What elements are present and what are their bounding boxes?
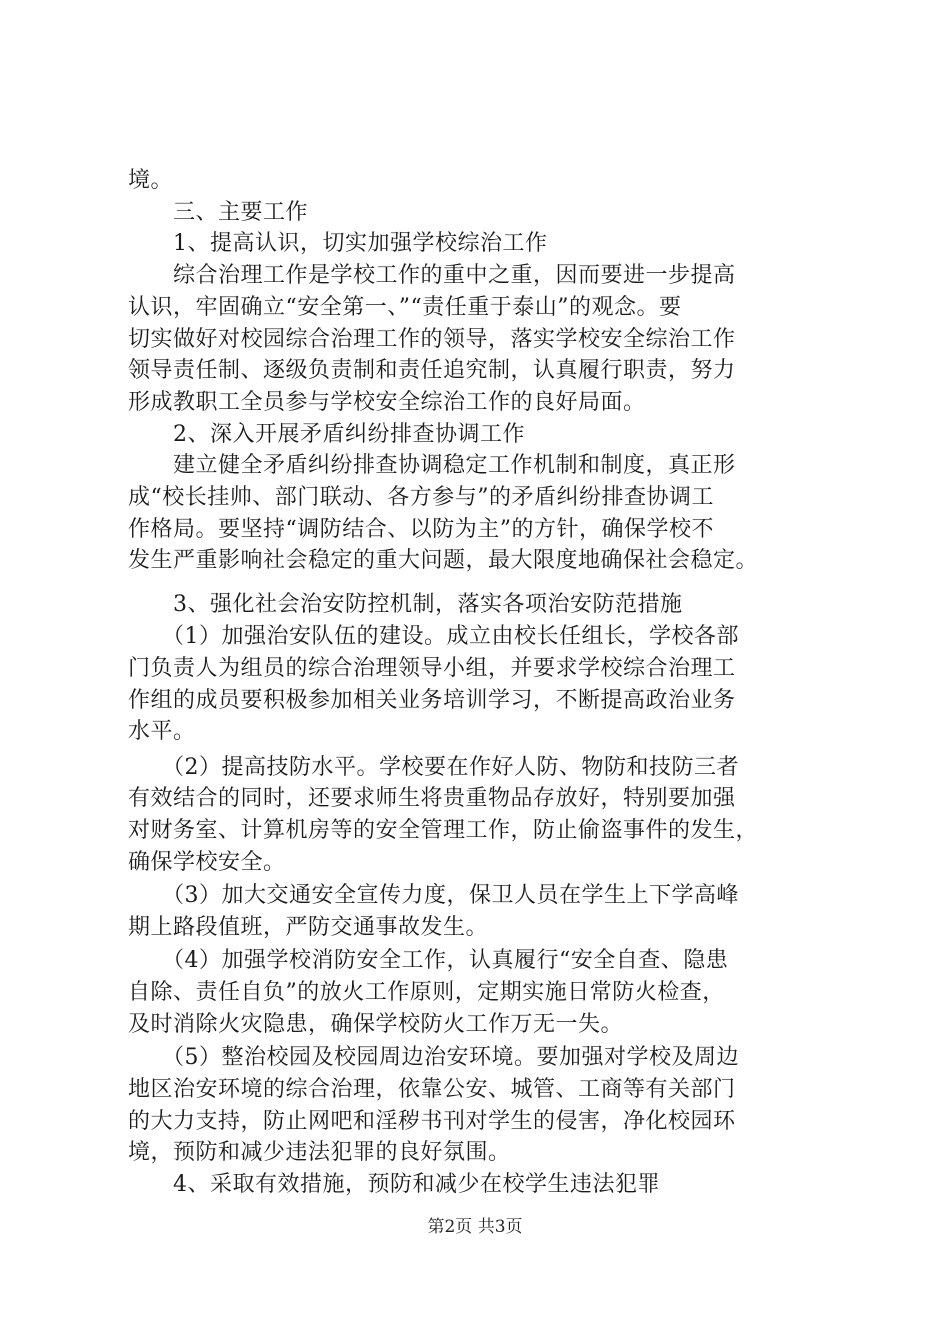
text-line: （2）提高技防水平。学校要在作好人防、物防和技防三者 [128,755,739,780]
text-line: 的大力支持，防止网吧和淫秽书刊对学生的侵害，净化校园环 [128,1109,736,1134]
text-line: 领导责任制、逐级负责制和责任追究制，认真履行职责，努力 [128,358,736,383]
text-line: 门负责人为组员的综合治理领导小组，并要求学校综合治理工 [128,656,736,681]
text-line: 境，预防和减少违法犯罪的良好氛围。 [128,1140,511,1165]
subsection-heading: 1、提高认识，切实加强学校综治工作 [128,231,548,256]
subsection-heading: 2、深入开展矛盾纠纷排查协调工作 [128,422,525,447]
text-line: 境。 [128,168,174,193]
text-line: 认识，牢固确立“安全第一、”“责任重于泰山”的观念。要 [128,295,682,320]
text-line: 发生严重影响社会稳定的重大问题，最大限度地确保社会稳定。 [128,548,759,573]
text-line: 切实做好对校园综合治理工作的领导，落实学校安全综治工作 [128,327,736,352]
subsection-heading: 4、采取有效措施，预防和减少在校学生违法犯罪 [128,1172,660,1197]
text-line: 确保学校安全。 [128,850,286,875]
text-line: （4）加强学校消防安全工作，认真履行“安全自查、隐患 [128,948,729,973]
text-line: 水平。 [128,719,196,744]
text-line: 综合治理工作是学校工作的重中之重，因而要进一步提高 [128,263,736,288]
text-line: 及时消除火灾隐患，确保学校防火工作万无一失。 [128,1012,624,1037]
section-heading: 三、主要工作 [128,200,309,225]
text-line: 自除、责任自负”的放火工作原则，定期实施日常防火检查， [128,980,725,1005]
text-line: （1）加强治安队伍的建设。成立由校长任组长，学校各部 [128,624,739,649]
text-line: 建立健全矛盾纠纷排查协调稳定工作机制和制度，真正形 [128,453,736,478]
page-footer: 第2页 共3页 [427,1217,523,1237]
text-line: 成“校长挂帅、部门联动、各方参与”的矛盾纠纷排查协调工 [128,485,714,510]
text-line: 作组的成员要积极参加相关业务培训学习，不断提高政治业务 [128,688,736,713]
text-line: 期上路段值班，严防交通事故发生。 [128,915,489,940]
text-line: （5）整治校园及校园周边治安环境。要加强对学校及周边 [128,1045,739,1070]
text-line: 对财务室、计算机房等的安全管理工作，防止偷盗事件的发生， [128,818,759,843]
text-line: 形成教职工全员参与学校安全综治工作的良好局面。 [128,390,646,415]
text-line: 地区治安环境的综合治理，依靠公安、城管、工商等有关部门 [128,1077,736,1102]
text-line: （3）加大交通安全宣传力度，保卫人员在学生上下学高峰 [128,883,739,908]
subsection-heading: 3、强化社会治安防控机制，落实各项治安防范措施 [128,592,683,617]
text-line: 作格局。要坚持“调防结合、以防为主”的方针，确保学校不 [128,517,714,542]
text-line: 有效结合的同时，还要求师生将贵重物品存放好，特别要加强 [128,786,736,811]
